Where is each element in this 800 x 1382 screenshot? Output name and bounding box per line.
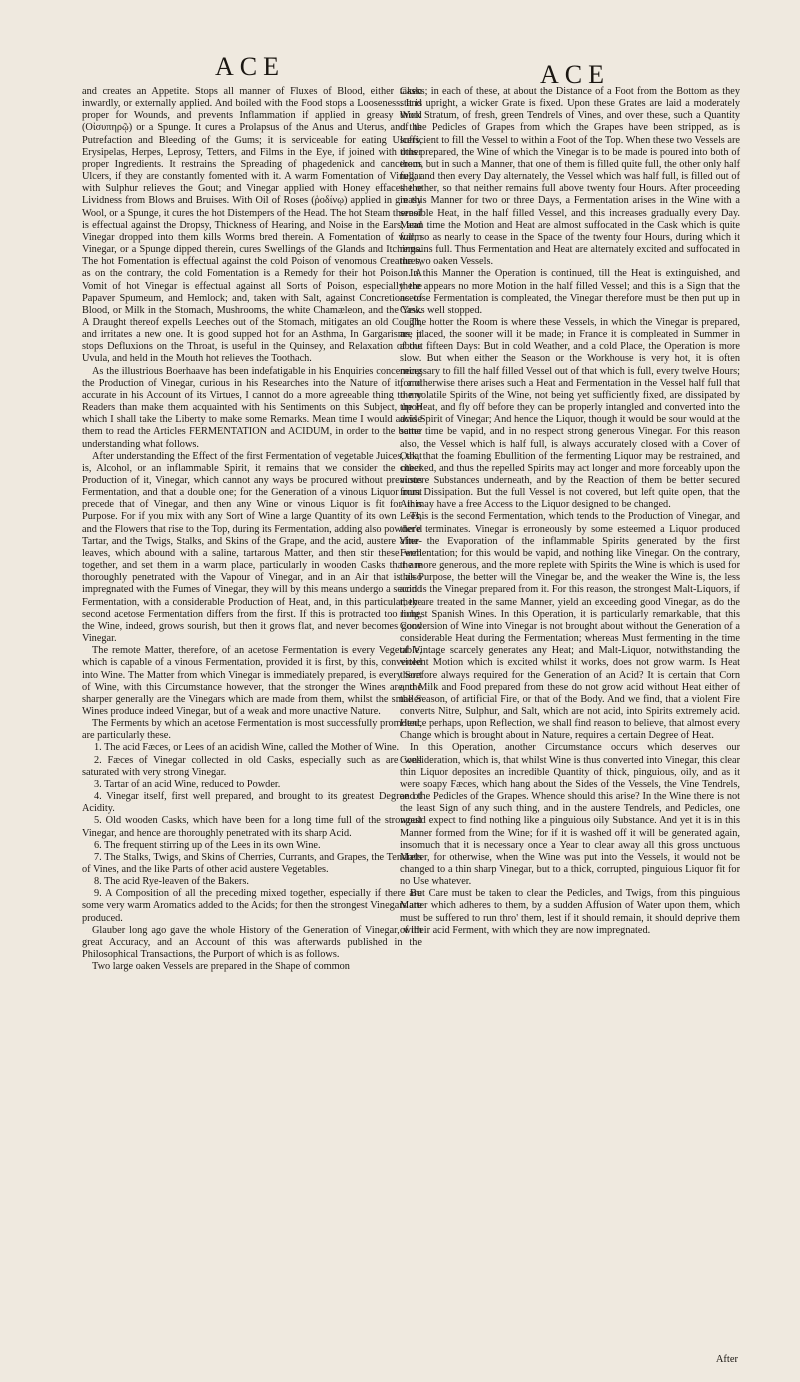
- running-head-left: ACE: [215, 52, 285, 81]
- catchword: After: [715, 1354, 738, 1365]
- paragraph: This is the second Fermentation, which tends to the Production of Vinegar, and there terminates. Vinegar is erroneously by some esteemed a Liquor produced after the Evaporation of the inflammable Spirits generated by the first Fermentation; for this would be vapid, and nothing like Vinegar. On the contrary, the more generous, and the more replete with Spirits the Wine is which is used for this Purpose, the better will the Vinegar be, and the weaker the Wine is, the less acid is the Vinegar prepared from it. For this reason, the strongest Malt-Liquors, if they are treated in the same Manner, yield an exceeding good Vinegar, as do the richest Spanish Wines. In this Operation, it is particularly remarkable, that this Conversion of Wine into Vinegar is not brought about without the Generation of a considerable Heat during the Fermentation; whereas Must fermenting in the time of Vintage scarcely generates any Heat; and Malt-Liquor, notwithstanding the violent Motion which is excited whilst it works, does not grow warm. Is Heat therefore always required for the Generation of an Acid? It is certain that Corn and Milk and Food prepared from these do not grow acid without Heat either of the Season, of artificial Fire, or that of the Body. And we find, that a violent Fire converts Nitre, Sulphur, and Salt, which are not acid, into Spirits extremely acid. Hence perhaps, upon Reflection, we shall find reason to believe, that almost every Change which is brought about in Nature, requires a certain Degree of Heat.: [400, 511, 740, 742]
- paragraph: After understanding the Effect of the first Fermentation of vegetable Juices, that is, Alcohol, or an inflammable Spirit, it remains that we consider the other Production of it, Vinegar, which cannot any ways be procured without previous Fermentation, and that a double one; for the Generation of a vinous Liquor must precede that of Vinegar, and then any Wine or vinous Liquor is fit for this Purpose. For if you mix with any Sort of Wine a large Quantity of its own Lees, and the Flowers that rise to the Top, during its Fermentation, adding also powder'd Tartar, and the Twigs, Stalks, and Skins of the Grape, and the acid, austere Vine-leaves, which abound with a saline, tartarous Matter, and then stir these well together, and set them in a warm place, particularly in wooden Casks that are thoroughly penetrated with the Vapour of Vinegar, and in an Air that is also impregnated with the Fumes of Vinegar, they will by this means undergo a second Fermentation, with a considerable Production of Heat, and, in this particular, the second acetose Fermentation differs from the first. If this is protracted too long, the Wine, indeed, grows sourish, but then it grows flat, and never becomes good Vinegar.: [82, 450, 422, 645]
- left-column: [82, 86, 422, 973]
- right-column: [400, 86, 740, 937]
- paragraph: The Ferments by which an acetose Fermentation is most successfully promoted, are particularly these.: [82, 718, 422, 742]
- paragraph: The remote Matter, therefore, of an acetose Fermentation is every Vegetable, which is capable of a vinous Fermentation, provided it is first, by this, converted into Wine. The Matter from which Vinegar is immediately prepared, is every Sort of Wine, with this Circumstance however, that the stronger the Wines are, the sharper generally are the Vinegars which are made from them, whilst the smaller Wines produce indeed Vinegar, but of a weak and more unactive Nature.: [82, 645, 422, 717]
- list-item: 2. Fæces of Vinegar collected in old Casks, especially such as are well saturated with very strong Vinegar.: [82, 754, 422, 778]
- paragraph: Two large oaken Vessels are prepared in the Shape of common: [92, 961, 350, 973]
- paragraph: As the illustrious Boerhaave has been indefatigable in his Enquiries concerning the Production of Vinegar, curious in his Researches into the Nature of it, and accurate in his Account of its Virtues, I cannot do a more agreeable thing to my Readers than make them acquainted with his Sentiments on this Subject, upon which I shall take the Liberty to make some Remarks. Mean time I would advise them to read the Articles FERMENTATION and ACIDUM, in order to the better understanding what follows.: [82, 365, 422, 450]
- list-item: 4. Vinegar itself, first well prepared, and brought to its greatest Degree of Acidity.: [82, 791, 422, 815]
- paragraph: In this Manner the Operation is continued, till the Heat is extinguished, and there appears no more Motion in the half filled Vessel; and this is a Sign that the acetose Fermentation is compleated, the Vinegar therefore must be then put up in Casks well stopped.: [400, 268, 740, 316]
- running-head-right: ACE: [540, 60, 610, 89]
- list-item: 3. Tartar of an acid Wine, reduced to Powder.: [94, 778, 281, 790]
- list-item: 5. Old wooden Casks, which have been for a long time full of the strongest Vinegar, and hence are thoroughly penetrated with its sharp Acid.: [82, 815, 422, 839]
- paragraph: But Care must be taken to clear the Pedicles, and Twigs, from this pinguious Matter which adheres to them, by a sudden Affusion of Water upon them, which must be suffered to run thro' them, lest if it should remain, it should deprive them of their acid Ferment, with which they are now impregnated.: [400, 888, 740, 936]
- list-item: 6. The frequent stirring up of the Lees in its own Wine.: [94, 839, 321, 851]
- paragraph: Casks; in each of these, at about the Distance of a Foot from the Bottom as they stand upright, a wicker Grate is fixed. Upon these Grates are laid a moderately thick Stratum, of fresh, green Tendrels of Vines, and over these, such a Quantity of the Pedicles of Grapes from which the Grapes have been stripped, as is sufficient to fill the Vessel to within a Foot of the Top. When these two Vessels are thus prepared, the Wine of which the Vinegar is to be made is poured into both of them, but in such a Manner, that one of them is filled quite full, the other only half full; and then every Day alternately, the Vessel which was half full, is filled out of the other, so that neither remains full above twenty four Hours. After proceeding in this Manner for two or three Days, a Fermentation arises in the Wine with a sensible Heat, in the half filled Vessel, and this increases gradually every Day. Mean time the Motion and Heat are almost suffocated in the Cask which is quite full, so as nearly to cease in the Space of the twenty four Hours, during which it remains full. Thus Fermentation and Heat are alternately excited and suffocated in the two oaken Vessels.: [400, 86, 740, 268]
- list-item: 1. The acid Fæces, or Lees of an acidish Wine, called the Mother of Wine.: [94, 742, 400, 754]
- paragraph: In this Operation, another Circumstance occurs which deserves our Consideration, which is, that whilst Wine is thus converted into Vinegar, this clear thin Liquor deposites an incredible Quantity of thick, pinguious, oily, and as it were soapy Fæces, which hang about the Sides of the Vessels, the Vine Tendrels, and the Pedicles of the Grapes. Whence should this arise? In the Wine there is not the least Sign of any such thing, and in the austere Tendrels, and Pedicles, one would expect to find nothing like a pinguious oily Substance. And yet it is in this Manner formed from the Wine; for if it is washed off it will be generated again, insomuch that it is necessary once a Year to clear away all this gross unctuous Matter, for otherwise, when the Wine was put into the Vessels, it would not be changed to a thin sharp Vinegar, but to a thick, corrupted, pinguious Liquor fit for no Use whatever.: [400, 742, 740, 888]
- list-item: 7. The Stalks, Twigs, and Skins of Cherries, Currants, and Grapes, the Tendrels of Vines, and the like Parts of other acid austere Vegetables.: [82, 851, 422, 875]
- paragraph: The hotter the Room is where these Vessels, in which the Vinegar is prepared, are placed, the sooner will it be made; in France it is compleated in Summer in about fifteen Days: But in cold Weather, and a cold Place, the Operation is more slow. But when either the Season or the Workhouse is very hot, it is often necessary to fill the half filled Vessel out of that which is full, every twelve Hours; for otherwise there arises such a Heat and Fermentation in the Vessel half full that the volatile Spirits of the Wine, not being yet sufficiently fixed, are dissipated by the Heat, and fly off before they can be properly intangled and converted into the acid Spirit of Vinegar; And hence the Liquor, though it would be sour would at the same time be vapid, and in no respect strong generous Vinegar. For this reason also, the Vessel which is half full, is always accurately closed with a Cover of Oak, that the foaming Ebullition of the fermenting Liquor may be restrained, and checked, and thus the repelled Spirits may act longer and more forceably upon the austere Substances underneath, and by the Reaction of them be better secured from Dissipation. But the full Vessel is not covered, but left quite open, that the Air may have a free Access to the Liquor designed to be changed.: [400, 316, 740, 511]
- paragraph: and creates an Appetite. Stops all manner of Fluxes of Blood, either taken inwardly, or externally applied. And boiled with the Food stops a Looseness. It is proper for Wounds, and prevents Inflammation if applied in greasy Wool (Οἰσυπηρῷ) or a Spunge. It cures a Prolapsus of the Anus and Uterus, and the Putrefaction and Bleeding of the Gums; it is serviceable for eating Ulcers, Erysipelas, Herpes, Leprosy, Tetters, and Films in the Eye, if joined with other proper Ingredients. It restrains the Spreading of phagedenick and cancerous Ulcers, if they are constantly fomented with it. A warm Fomentation of Vinegar with Sulphur relieves the Gout; and Vinegar applied with Honey effaces the Lividness from Blows and Bruises. With Oil of Roses (ῥοδίνῳ) applied in greasy Wool, or a Spunge, it cures the hot Distempers of the Head. The hot Steam thereof is effectual against the Dropsy, Thickness of Hearing, and Noise in the Ears; and Vinegar dropped into them kills Worms bred therein. A Fomentation of warm Vinegar, or a Spunge dipped therein, cures Swellings of the Glands and Itchings. The hot Fomentation is effectual against the cold Poison of venomous Creatures, as on the contrary, the cold Fomentation is a Remedy for their hot Poison. A Vomit of hot Vinegar is effectual against all Sorts of Poison, especially the Papaver Spumeum, and Hemlock; and, taken with Salt, against Concretions of Blood, or Milk in the Stomach, Mushrooms, the white Chamæleon, and the Yew. A Draught thereof expells Leeches out of the Stomach, mitigates an old Cough, and irritates a new one. It is good supped hot for an Asthma, In Gargarisms, it stops Defluxions on the Throat, is useful in the Quinsey, and Relaxation of the Uvula, and held in the Mouth hot relieves the Toothach.: [82, 86, 422, 365]
- paragraph: Glauber long ago gave the whole History of the Generation of Vinegar, with great Accuracy, and an Account of this was afterwards published in the Philosophical Transactions, the Purport of which is as follows.: [82, 924, 422, 961]
- list-item: 9. A Composition of all the preceding mixed together, especially if there are some very warm Aromatics added to the Acids; for then the strongest Vinegars are produced.: [82, 888, 422, 924]
- list-item: 8. The acid Rye-leaven of the Bakers.: [94, 876, 249, 888]
